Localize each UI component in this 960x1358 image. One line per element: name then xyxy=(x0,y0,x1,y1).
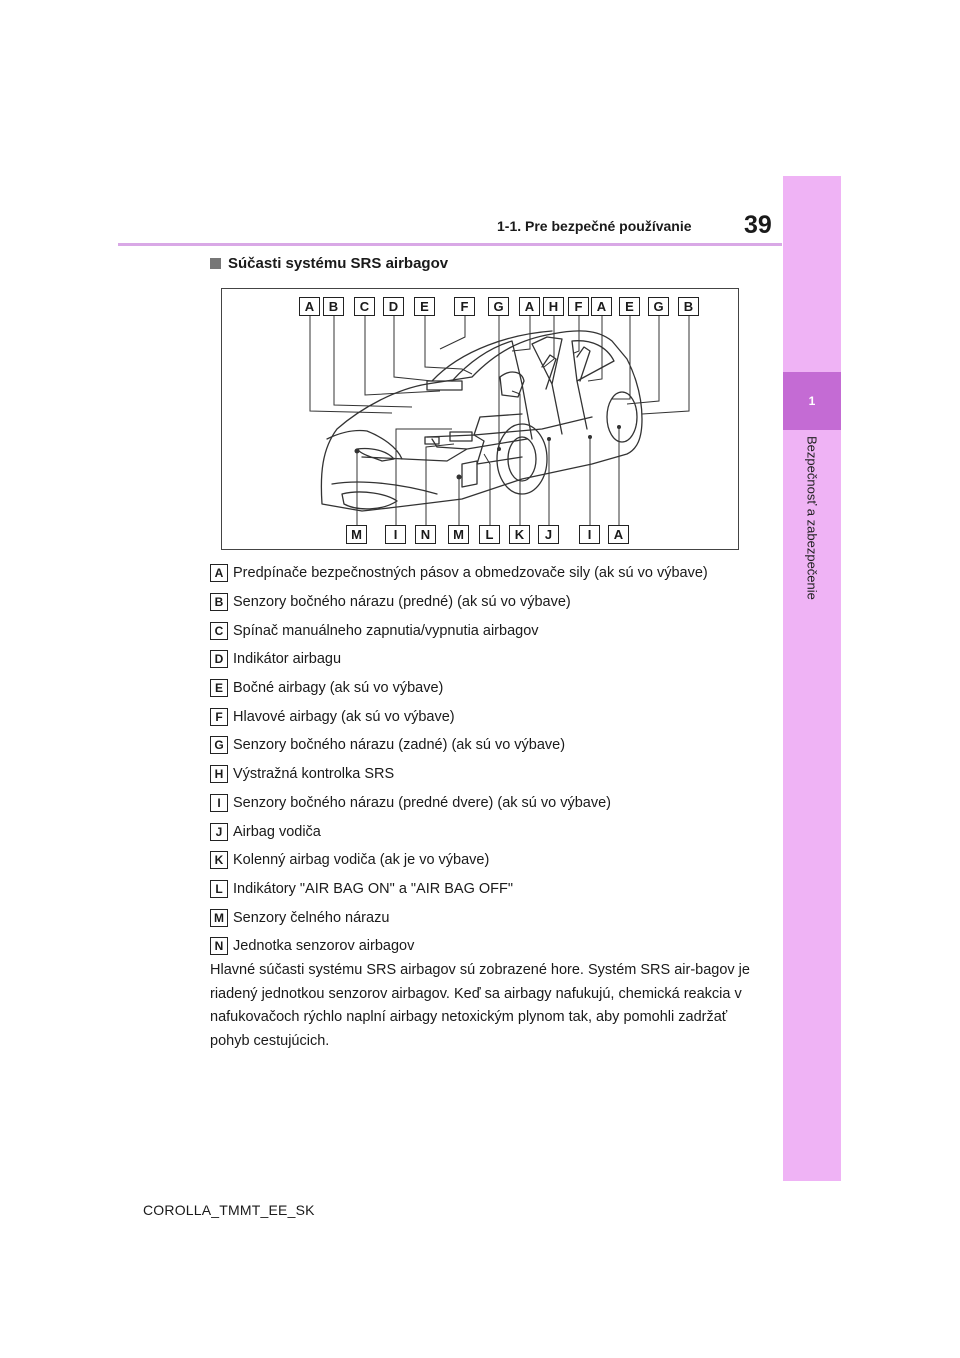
page-number: 39 xyxy=(744,211,772,239)
legend-item xyxy=(210,588,770,617)
diagram-label-m: M xyxy=(346,525,367,544)
section-header: 1-1. Pre bezpečné používanie xyxy=(497,218,692,234)
legend-text: Senzory čelného nárazu xyxy=(233,909,390,926)
diagram-label-a3: A xyxy=(591,297,612,316)
legend-text: Predpínače bezpečnostných pásov a obmedzovače sily (ak sú vo výbave) xyxy=(233,565,708,582)
legend-key: D xyxy=(210,650,228,668)
legend-text: Senzory bočného nárazu (predné) (ak sú vo výbave) xyxy=(233,594,571,611)
legend-key: I xyxy=(210,794,228,812)
legend-text: Airbag vodiča xyxy=(233,823,321,840)
legend-item xyxy=(210,731,770,760)
legend-item xyxy=(210,645,770,674)
legend-key: N xyxy=(210,937,228,955)
legend-key: C xyxy=(210,622,228,640)
diagram-label-c: C xyxy=(354,297,375,316)
legend-text: Indikátor airbagu xyxy=(233,651,342,668)
legend-text: Výstražná kontrolka SRS xyxy=(233,766,395,783)
legend-key: M xyxy=(210,909,228,927)
legend-text: Senzory bočného nárazu (predné dvere) (ak sú vo výbave) xyxy=(233,794,612,811)
car-illustration xyxy=(222,289,740,551)
chapter-title: Bezpečnosť a zabezpečenie xyxy=(804,436,820,600)
description-paragraph: Hlavné súčasti systému SRS airbagov sú zobrazené hore. Systém SRS air-bagov je riadený jednotkou senzorov airbagov. Keď sa airbagy nafukujú, chemická reakcia v nafukovačoch rýchlo naplní airbagy netoxickým plynom tak, aby pomohli zadržať pohyb cestujúcich. xyxy=(210,962,750,1049)
legend-item xyxy=(210,702,770,731)
legend-key: G xyxy=(210,736,228,754)
diagram-label-g: G xyxy=(488,297,509,316)
diagram-label-b: B xyxy=(323,297,344,316)
diagram-label-f: F xyxy=(454,297,475,316)
diagram-label-b2: B xyxy=(678,297,699,316)
document-footer: COROLLA_TMMT_EE_SK xyxy=(143,1202,315,1218)
diagram-label-m2: M xyxy=(448,525,469,544)
legend-text: Indikátory "AIR BAG ON" a "AIR BAG OFF" xyxy=(233,880,514,897)
diagram-label-a2: A xyxy=(519,297,540,316)
diagram-label-e2: E xyxy=(619,297,640,316)
legend-key: H xyxy=(210,765,228,783)
airbag-diagram xyxy=(221,288,739,550)
legend-key: L xyxy=(210,880,228,898)
diagram-label-d: D xyxy=(383,297,404,316)
legend-text: Jednotka senzorov airbagov xyxy=(233,938,415,955)
section-heading-text: Súčasti systému SRS airbagov xyxy=(228,255,449,272)
diagram-label-a: A xyxy=(299,297,320,316)
legend-key: K xyxy=(210,851,228,869)
legend-text: Hlavové airbagy (ak sú vo výbave) xyxy=(233,708,455,725)
legend-item xyxy=(210,760,770,789)
legend-item xyxy=(210,932,770,961)
legend-text: Spínač manuálneho zapnutia/vypnutia airbagov xyxy=(233,622,539,639)
diagram-label-i2: I xyxy=(579,525,600,544)
diagram-label-a4: A xyxy=(608,525,629,544)
legend-item xyxy=(210,903,770,932)
diagram-label-k: K xyxy=(509,525,530,544)
legend-text: Senzory bočného nárazu (zadné) (ak sú vo výbave) xyxy=(233,737,566,754)
legend-text: Bočné airbagy (ak sú vo výbave) xyxy=(233,680,444,697)
header-divider xyxy=(118,243,782,246)
diagram-label-j: J xyxy=(538,525,559,544)
legend-item xyxy=(210,817,770,846)
legend-item xyxy=(210,846,770,875)
legend-key: A xyxy=(210,564,228,582)
legend-item xyxy=(210,674,770,703)
legend-key: J xyxy=(210,823,228,841)
diagram-label-e: E xyxy=(414,297,435,316)
legend-item xyxy=(210,616,770,645)
diagram-label-n: N xyxy=(415,525,436,544)
diagram-label-h: H xyxy=(543,297,564,316)
legend-key: F xyxy=(210,708,228,726)
square-bullet-icon xyxy=(210,258,221,269)
diagram-label-i: I xyxy=(385,525,406,544)
diagram-label-l: L xyxy=(479,525,500,544)
chapter-number-badge: 1 xyxy=(783,372,841,430)
legend-item xyxy=(210,559,770,588)
section-heading xyxy=(210,255,448,272)
legend-key: B xyxy=(210,593,228,611)
legend-key: E xyxy=(210,679,228,697)
diagram-label-g2: G xyxy=(648,297,669,316)
diagram-label-f2: F xyxy=(568,297,589,316)
chapter-side-tab xyxy=(783,176,841,1181)
legend-item xyxy=(210,875,770,904)
legend-text: Kolenný airbag vodiča (ak je vo výbave) xyxy=(233,852,490,869)
component-legend xyxy=(210,559,770,961)
legend-item xyxy=(210,789,770,818)
